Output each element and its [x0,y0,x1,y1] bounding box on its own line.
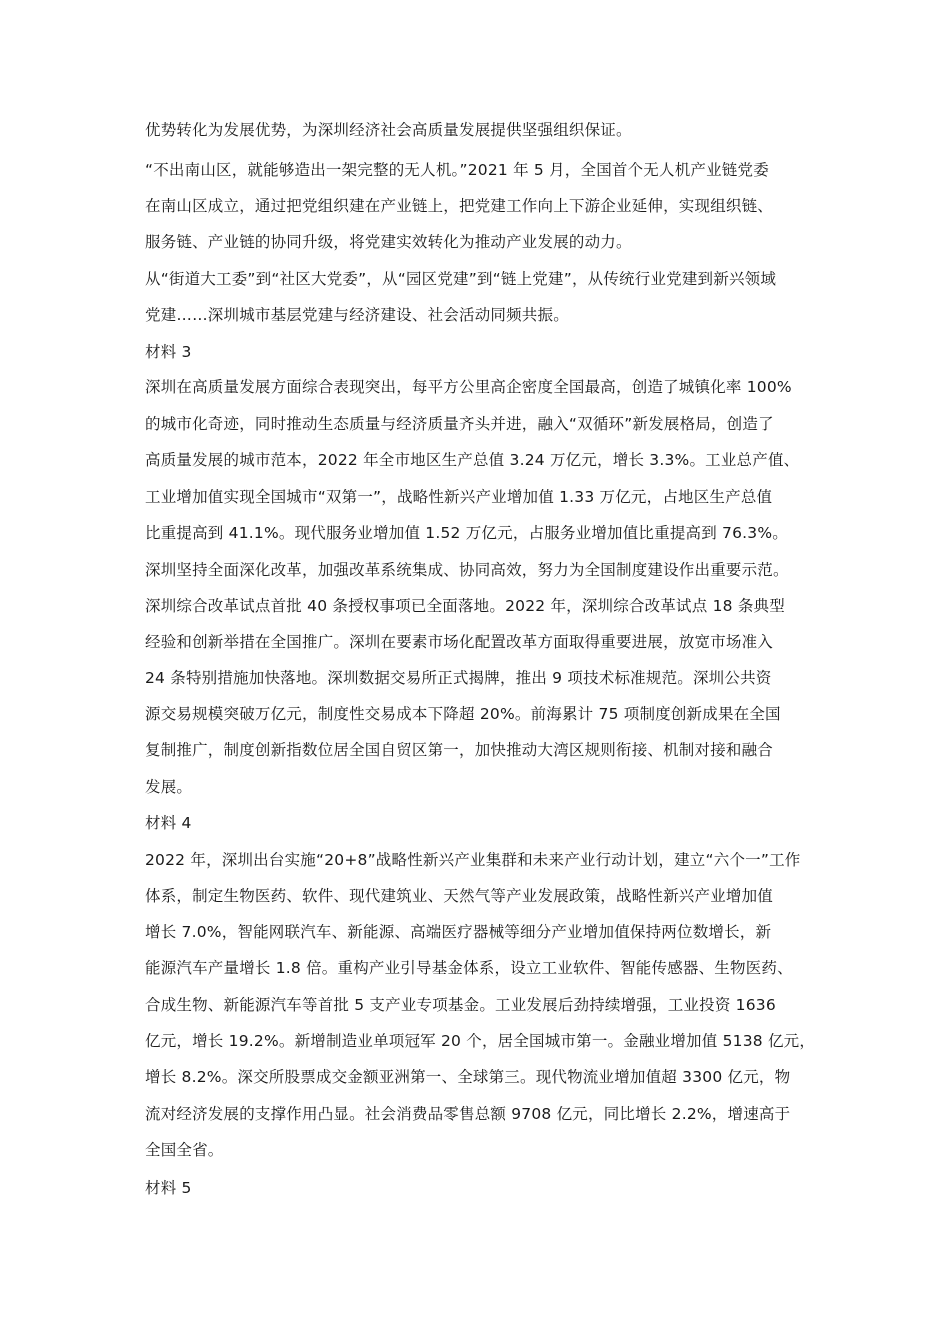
section-heading: 材料 5 [145,1179,192,1197]
text-line: 复制推广，制度创新指数位居全国自贸区第一，加快推动大湾区规则衔接、机制对接和融合 [145,741,774,759]
text-line: 发展。 [145,778,193,796]
text-line: 体系，制定生物医药、软件、现代建筑业、天然气等产业发展政策，战略性新兴产业增加值 [145,887,774,905]
section-heading: 材料 4 [145,814,192,832]
text-line: 增长 8.2%。深交所股票成交金额亚洲第一、全球第三。现代物流业增加值超 3300 亿元，物 [145,1068,791,1086]
text-line: 全国全省。 [145,1141,224,1159]
text-line: 流对经济发展的支撑作用凸显。社会消费品零售总额 9708 亿元，同比增长 2.2%，增速高于 [145,1105,791,1123]
text-line: 深圳在高质量发展方面综合表现突出，每平方公里高企密度全国最高，创造了城镇化率 100% [145,378,792,396]
text-line: 的城市化奇迹，同时推动生态质量与经济质量齐头并进，融入“双循环”新发展格局，创造了 [145,415,774,433]
text-line: “不出南山区，就能够造出一架完整的无人机。”2021 年 5 月，全国首个无人机产业链党委 [145,161,769,179]
text-line: 在南山区成立，通过把党组织建在产业链上，把党建工作向上下游企业延伸，实现组织链、 [145,197,774,215]
text-line: 深圳综合改革试点首批 40 条授权事项已全面落地。2022 年，深圳综合改革试点 18 条典型 [145,597,785,615]
text-line: 24 条特别措施加快落地。深圳数据交易所正式揭牌，推出 9 项技术标准规范。深圳公共资 [145,669,772,687]
text-line: 亿元，增长 19.2%。新增制造业单项冠军 20 个，居全国城市第一。金融业增加值 5138 亿元， [145,1032,816,1050]
text-line: 比重提高到 41.1%。现代服务业增加值 1.52 万亿元，占服务业增加值比重提高到 76.3%。 [145,524,789,542]
text-line: 能源汽车产量增长 1.8 倍。重构产业引导基金体系，设立工业软件、智能传感器、生物医药、 [145,959,793,977]
text-line: 服务链、产业链的协同升级，将党建实效转化为推动产业发展的动力。 [145,233,632,251]
text-line: 深圳坚持全面深化改革，加强改革系统集成、协同高效，努力为全国制度建设作出重要示范。 [145,561,789,579]
section-heading: 材料 3 [145,343,192,361]
text-line: 经验和创新举措在全国推广。深圳在要素市场化配置改革方面取得重要进展，放宽市场准入 [145,633,774,651]
text-line: 源交易规模突破万亿元，制度性交易成本下降超 20%。前海累计 75 项制度创新成果在全国 [145,705,781,723]
text-line: 高质量发展的城市范本，2022 年全市地区生产总值 3.24 万亿元，增长 3.3%。工业总产值、 [145,451,800,469]
text-line: 合成生物、新能源汽车等首批 5 支产业专项基金。工业发展后劲持续增强，工业投资 1636 [145,996,776,1014]
text-line: 从“街道大工委”到“社区大党委”，从“园区党建”到“链上党建”，从传统行业党建到新兴领域 [145,270,777,288]
text-line: 2022 年，深圳出台实施“20+8”战略性新兴产业集群和未来产业行动计划，建立“六个一”工作 [145,851,801,869]
text-line: 增长 7.0%，智能网联汽车、新能源、高端医疗器械等细分产业增加值保持两位数增长，新 [145,923,772,941]
text-line: 工业增加值实现全国城市“双第一”，战略性新兴产业增加值 1.33 万亿元，占地区生产总值 [145,488,773,506]
text-line: 优势转化为发展优势，为深圳经济社会高质量发展提供坚强组织保证。 [145,121,632,139]
text-line: 党建……深圳城市基层党建与经济建设、社会活动同频共振。 [145,306,569,324]
